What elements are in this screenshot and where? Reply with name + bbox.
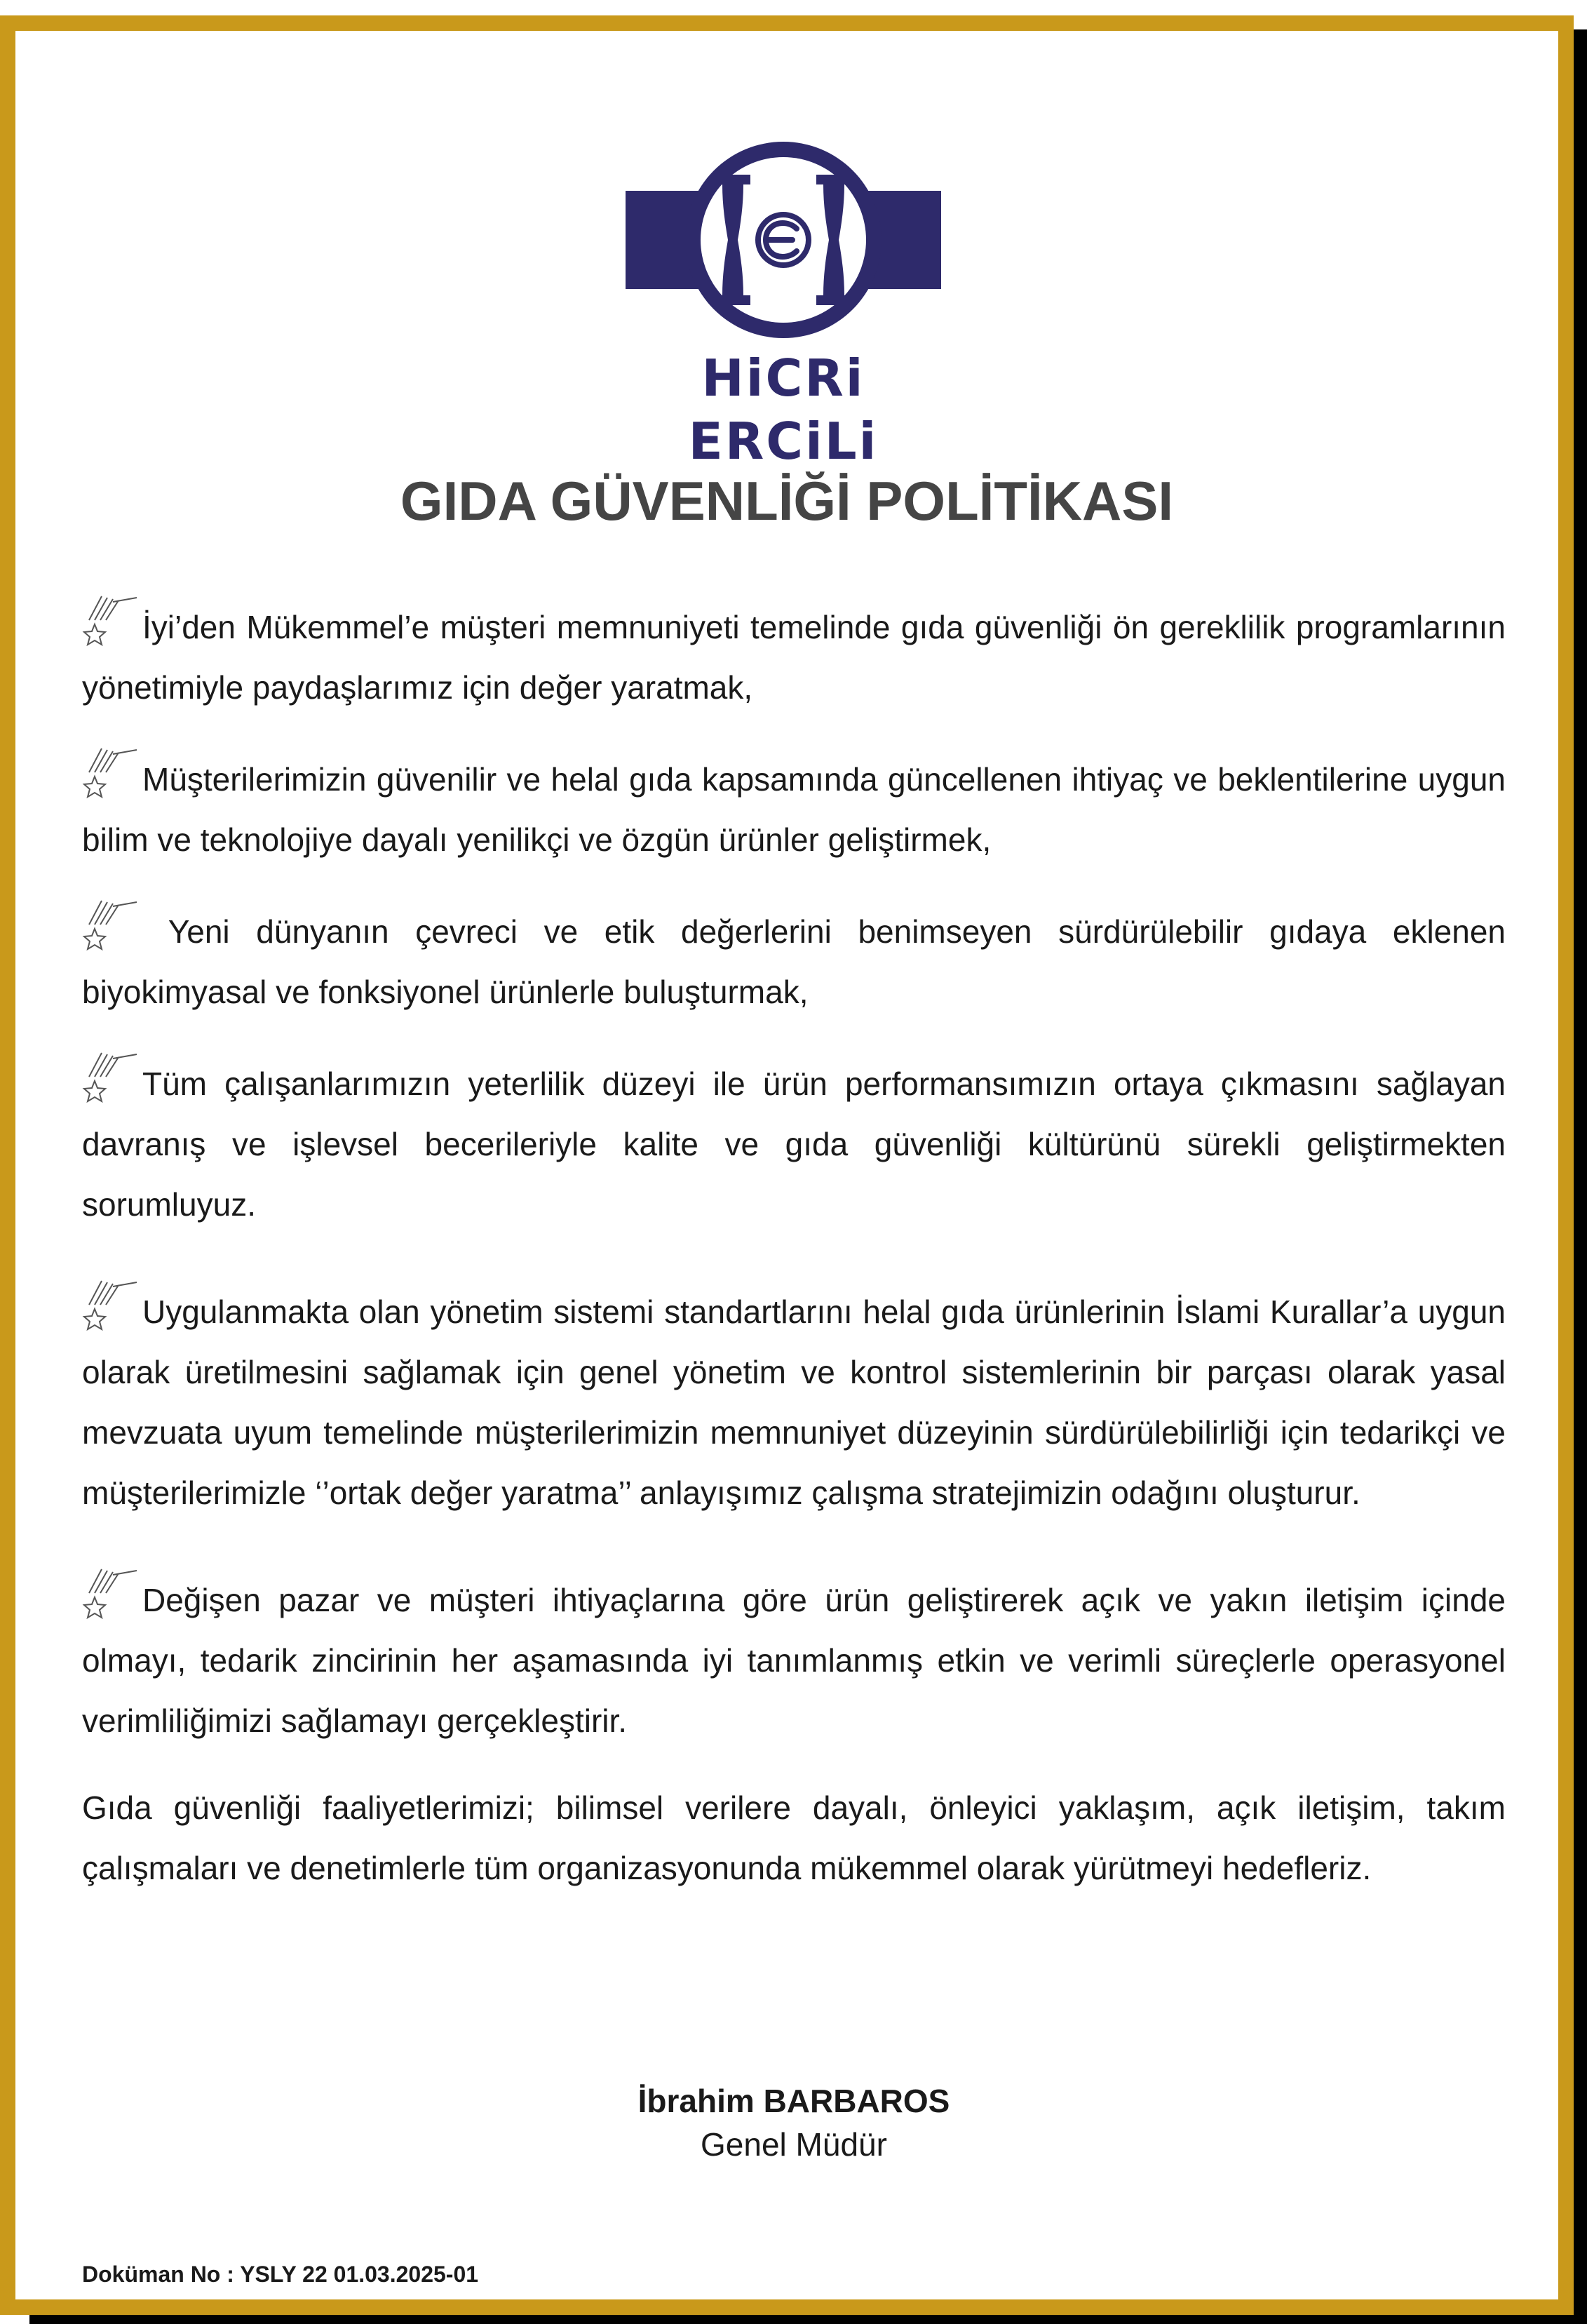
company-logo xyxy=(626,136,941,471)
signature-block xyxy=(15,2079,1572,2166)
logo-emblem-icon xyxy=(626,136,941,347)
shooting-star-icon xyxy=(82,744,140,800)
paragraph-text: İyi’den Mükemmel’e müşteri memnuniyeti temelinde gıda güvenliği ön gereklilik programlarının yönetimiyle paydaşlarımız için değer yaratmak, xyxy=(82,609,1506,706)
shooting-star-icon xyxy=(82,592,140,648)
policy-paragraph-4 xyxy=(82,1049,1506,1235)
document-page xyxy=(15,31,1558,2299)
policy-paragraph-2 xyxy=(82,744,1506,870)
shooting-star-icon xyxy=(82,896,140,953)
paragraph-text: Uygulanmakta olan yönetim sistemi standartlarını helal gıda ürünlerinin İslami Kurallar’a uygun olarak üretilmesini sağlamak için genel yönetim ve kontrol sistemlerinin bir parçası olarak yasal mevzuata uyum temelinde müşterilerimizin memnuniyet düzeyinin sürdürülebilirliği için tedarikçi ve müşterilerimizle ‘’ortak değer yaratma’’ anlayışımız çalışma stratejimizin odağını oluşturur. xyxy=(82,1294,1506,1511)
paragraph-text: Tüm çalışanlarımızın yeterlilik düzeyi ile ürün performansımızın ortaya çıkmasını sağlayan davranış ve işlevsel becerileriyle kalite ve gıda güvenliği kültürünü sürekli geliştirmekten sorumluyuz. xyxy=(82,1066,1506,1223)
policy-paragraph-3 xyxy=(82,896,1506,1022)
closing-paragraph: Gıda güvenliği faaliyetlerimizi; bilimsel verilere dayalı, önleyici yaklaşım, açık iletişim, takım çalışmaları ve denetimlerle tüm organizasyonunda mükemmel olarak yürütmeyi hedefleriz. xyxy=(82,1789,1506,1886)
brand-name: HiCRi ERCiLi xyxy=(688,349,879,471)
policy-paragraph-5 xyxy=(82,1277,1506,1523)
policy-paragraph-6 xyxy=(82,1565,1506,1751)
shooting-star-icon xyxy=(82,1049,140,1105)
signatory-name: İbrahim BARBAROS xyxy=(637,2083,950,2119)
signatory-title: Genel Müdür xyxy=(701,2126,887,2163)
paragraph-text: Değişen pazar ve müşteri ihtiyaçlarına göre ürün geliştirerek açık ve yakın iletişim içinde olmayı, tedarik zincirinin her aşamasında iyi tanımlanmış etkin ve verimli süreçlerle operasyonel verimliliğimizi sağlamayı gerçekleştirir. xyxy=(82,1582,1506,1739)
paragraph-text: Yeni dünyanın çevreci ve etik değerlerini benimseyen sürdürülebilir gıdaya eklenen biyokimyasal ve fonksiyonel ürünlerle buluşturmak, xyxy=(82,913,1506,1010)
policy-body xyxy=(82,592,1506,1925)
policy-paragraph-1 xyxy=(82,592,1506,718)
page-title: GIDA GÜVENLİĞİ POLİTİKASI xyxy=(400,470,1174,532)
document-number: Doküman No : YSLY 22 01.03.2025-01 xyxy=(82,2262,479,2287)
gold-border-frame xyxy=(0,15,1574,2315)
shooting-star-icon xyxy=(82,1277,140,1333)
paragraph-text: Müşterilerimizin güvenilir ve helal gıda kapsamında güncellenen ihtiyaç ve beklentilerine uygun bilim ve teknolojiye dayalı yenilikçi ve özgün ürünler geliştirmek, xyxy=(82,761,1506,858)
shooting-star-icon xyxy=(82,1565,140,1621)
